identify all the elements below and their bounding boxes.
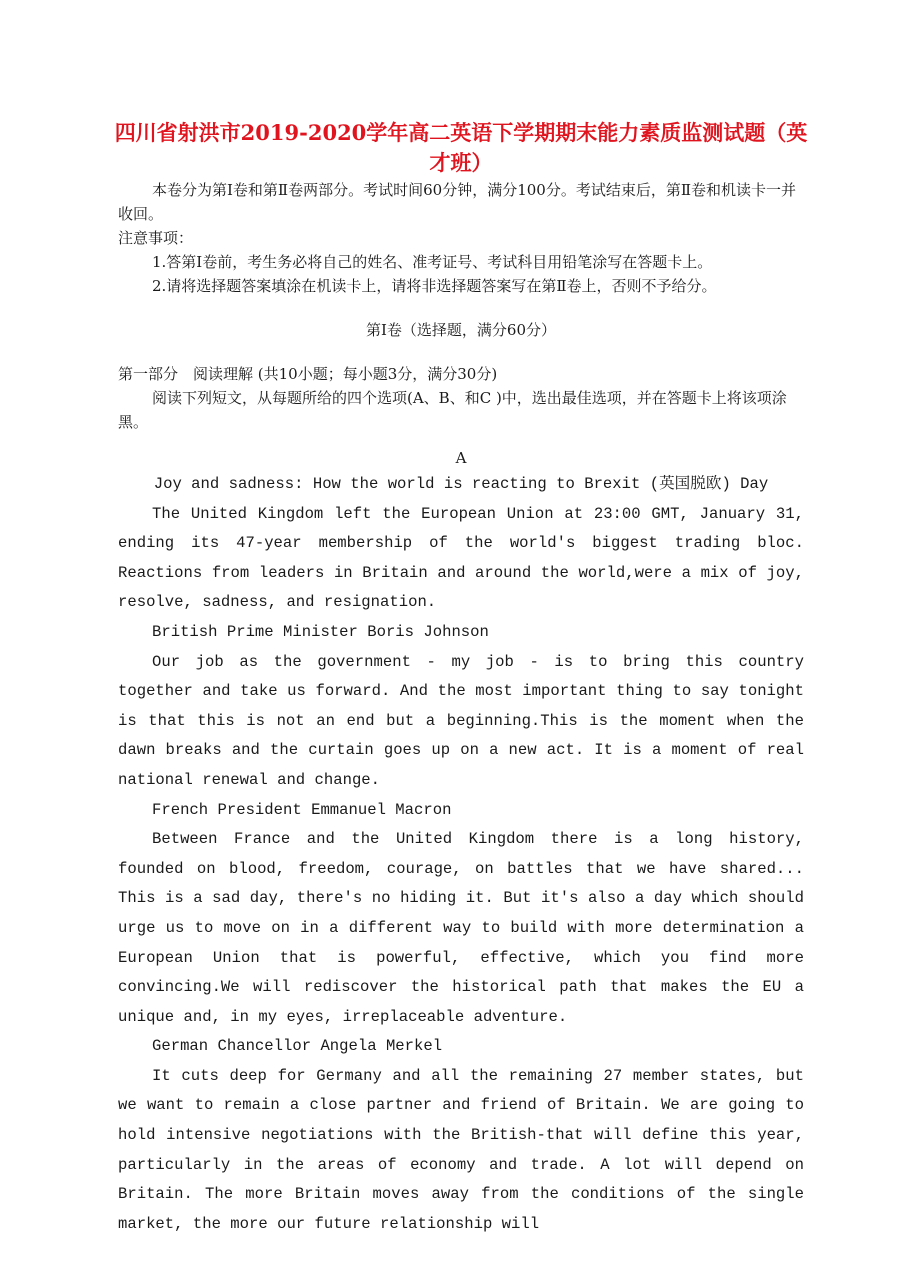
section-heading: 第Ⅰ卷（选择题，满分60分） (365, 321, 556, 339)
speaker-quote: Our job as the government - my job - is to bring this country together and take us forward. And the most important thing to say tonight is that this is not an end but a beginning.This is the moment when the dawn breaks and the curtain goes up on a new act. It is a moment of real national renewal and change. (118, 652, 804, 789)
speaker-quote: It cuts deep for Germany and all the remaining 27 member states, but we want to remain a close partner and friend of Britain. We are going to hold intensive negotiations with the British-that will define this year, particularly in the areas of economy and trade. A lot will depend on Britain. The more Britain moves away from the conditions of the single market, the more our future relationship will (118, 1066, 804, 1233)
speaker-quote: Between France and the United Kingdom there is a long history, founded on blood, freedom, courage, on battles that we have shared... This is a sad day, there's no hiding it. But it's also a day which should urge us to move on in a different way to build with more determination a European Union that is powerful, effective, which you find more convincing.We will rediscover the historical path that makes the EU a unique and, in my eyes, irreplaceable adventure. (118, 830, 804, 1026)
passage-title: Joy and sadness: How the world is reacting to Brexit (英国脱欧) Day (153, 475, 769, 493)
speaker-name: French President Emmanuel Macron (152, 800, 452, 819)
note-item-1: 1.答第Ⅰ卷前，考生务必将自己的姓名、准考证号、考试科目用铅笔涂写在答题卡上。 (152, 253, 713, 271)
passage-intro: The United Kingdom left the European Union at 23:00 GMT, January 31, ending its 47-year membership of the world's biggest trading bloc. Reactions from leaders in Britain and around the world,were a mix of joy, resolve, sadness, and resignation. (118, 504, 804, 612)
note-item-2: 2.请将选择题答案填涂在机读卡上，请将非选择题答案写在第Ⅱ卷上，否则不予给分。 (152, 277, 717, 295)
reading-directions: 阅读下列短文，从每题所给的四个选项(A、B、和C )中，选出最佳选项，并在答题卡上将该项涂黑。 (118, 389, 787, 431)
passage-label: A (455, 449, 467, 467)
intro-paragraph: 本卷分为第Ⅰ卷和第Ⅱ卷两部分。考试时间60分钟，满分100分。考试结束后，第Ⅱ卷和机读卡一并收回。 (118, 181, 797, 223)
speaker-name: German Chancellor Angela Merkel (152, 1037, 443, 1056)
exam-page (114, 118, 808, 1239)
part-heading: 第一部分 阅读理解 (共10小题；每小题3分，满分30分) (118, 365, 498, 383)
speaker-name: British Prime Minister Boris Johnson (152, 622, 489, 641)
notes-heading: 注意事项： (118, 229, 194, 247)
exam-title: 四川省射洪市2019-2020学年高二英语下学期期末能力素质监测试题（英才班） (114, 120, 808, 175)
